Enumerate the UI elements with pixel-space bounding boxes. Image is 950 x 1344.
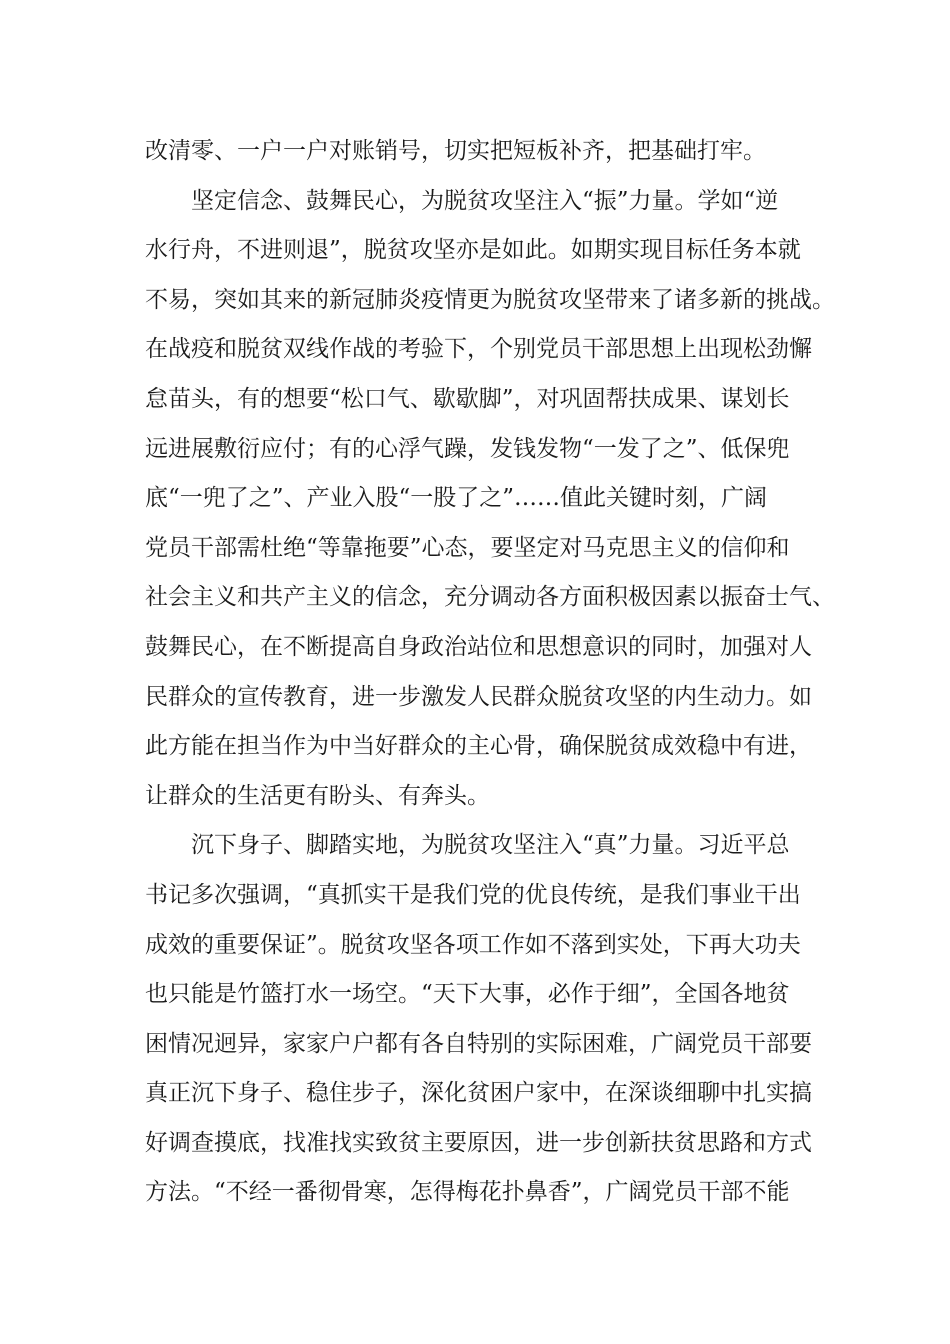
text-line: 真正沉下身子、稳住步子，深化贫困户家中，在深谈细聊中扎实搞 — [145, 1080, 812, 1107]
text-line: 民群众的宣传教育，进一步激发人民群众脱贫攻坚的内生动力。如 — [145, 683, 812, 710]
text-line: 成效的重要保证”。脱贫攻坚各项工作如不落到实处，下再大功夫 — [145, 931, 801, 958]
text-line: 好调查摸底，找准找实致贫主要原因，进一步创新扶贫思路和方式 — [145, 1129, 812, 1156]
body-text — [145, 127, 835, 1218]
text-line: 坚定信念、鼓舞民心，为脱贫攻坚注入“振”力量。学如“逆 — [145, 187, 779, 214]
text-line: 沉下身子、脚踏实地，为脱贫攻坚注入“真”力量。习近平总 — [145, 832, 790, 859]
text-line: 书记多次强调，“真抓实干是我们党的优良传统，是我们事业干出 — [145, 881, 801, 908]
text-line: 困情况迥异，家家户户都有各自特别的实际困难，广阔党员干部要 — [145, 1030, 812, 1057]
text-line: 让群众的生活更有盼头、有奔头。 — [145, 782, 490, 809]
text-line: 也只能是竹篮打水一场空。“天下大事，必作于细”，全国各地贫 — [145, 981, 790, 1008]
text-line: 党员干部需杜绝“等靠拖要”心态，要坚定对马克思主义的信仰和 — [145, 534, 790, 561]
text-line: 不易，突如其来的新冠肺炎疫情更为脱贫攻坚带来了诸多新的挑战。 — [145, 286, 835, 313]
text-line: 水行舟，不进则退”，脱贫攻坚亦是如此。如期实现目标任务本就 — [145, 237, 801, 264]
text-line: 远进展敷衍应付；有的心浮气躁，发钱发物“一发了之”、低保兜 — [145, 435, 790, 462]
text-line: 方法。“不经一番彻骨寒，怎得梅花扑鼻香”，广阔党员干部不能 — [145, 1179, 790, 1206]
text-line: 改清零、一户一户对账销号，切实把短板补齐，把基础打牢。 — [145, 138, 766, 164]
text-line: 底“一兜了之”、产业入股“一股了之”……值此关键时刻，广阔 — [145, 485, 768, 512]
text-line: 鼓舞民心，在不断提高自身政治站位和思想意识的同时，加强对人 — [145, 633, 812, 660]
text-line: 在战疫和脱贫双线作战的考验下，个别党员干部思想上出现松劲懈 — [145, 336, 812, 363]
text-line: 此方能在担当作为中当好群众的主心骨，确保脱贫成效稳中有进， — [145, 733, 812, 760]
text-line: 社会主义和共产主义的信念，充分调动各方面积极因素以振奋士气、 — [145, 584, 835, 611]
text-line: 怠苗头，有的想要“松口气、歇歇脚”，对巩固帮扶成果、谋划长 — [145, 385, 790, 412]
